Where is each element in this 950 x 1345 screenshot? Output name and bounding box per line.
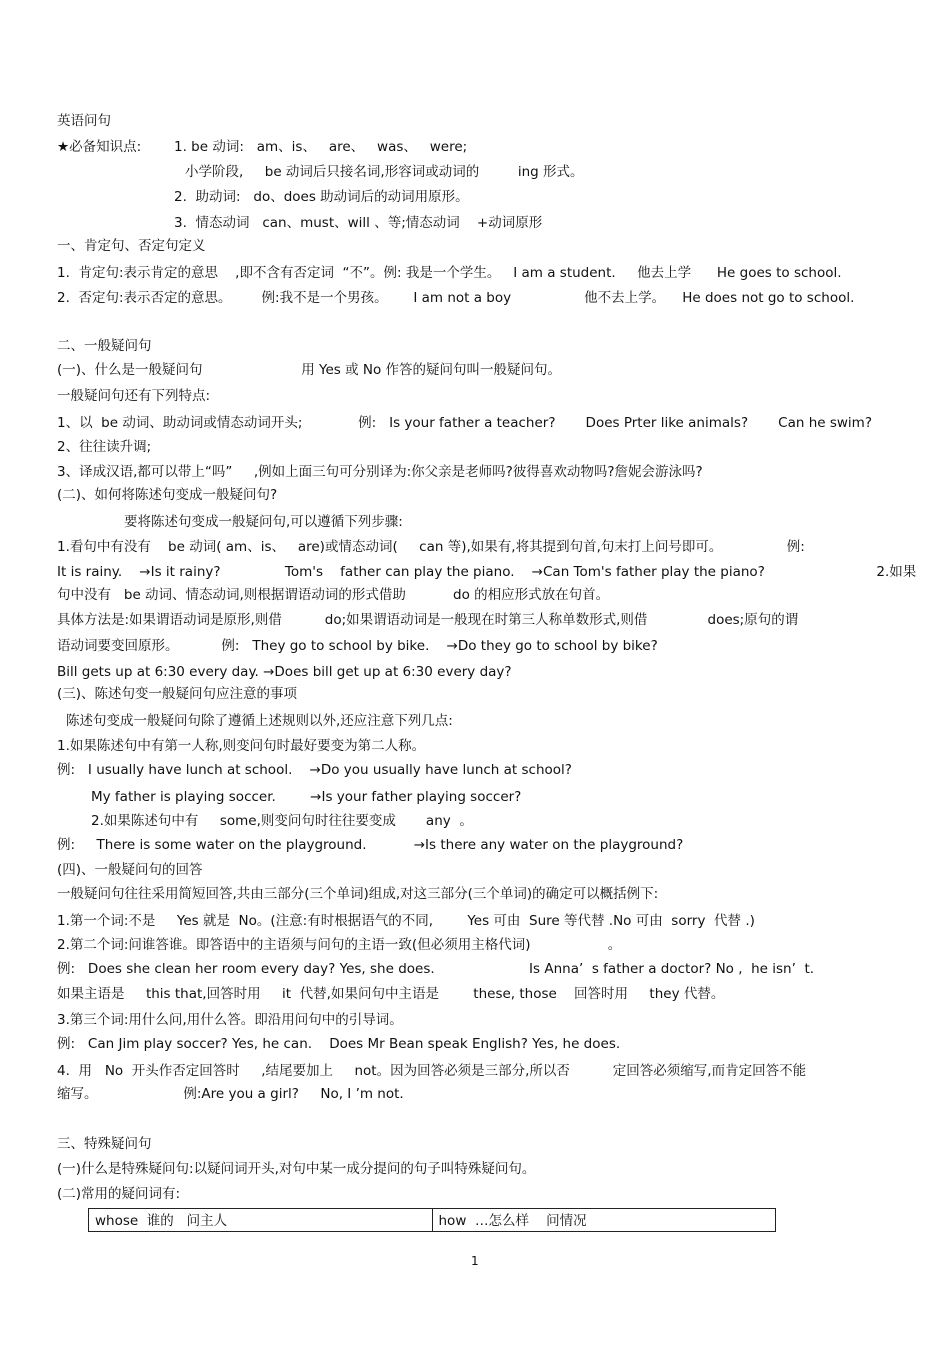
notes-intro: 陈述句变成一般疑问句除了遵循上述规则以外,还应注意下列几点: [66, 713, 453, 729]
knowledge-item-1: 1. be 动词: am、is、 are、 was、 were; [174, 139, 468, 155]
note-1: 1.如果陈述句中有第一人称,则变问句时最好要变为第二人称。 [57, 738, 426, 754]
step-2-b: 具体方法是:如果谓语动词是原形,则借 do;如果谓语动词是一般现在时第三人称单数形式,则借 does;原句的谓 [57, 612, 799, 628]
feature-1: 1、以 be 动词、助动词或情态动词开头; 例: Is your father a teacher? Does Prter like animals? Can he swim? [57, 415, 872, 431]
step-2-c: 语动词要变回原形。 例: They go to school by bike. →Do they go to school by bike? [57, 638, 658, 654]
answer-rule-2: 2.第二个词:问谁答谁。即答语中的主语须与问句的主语一致(但必须用主格代词) 。 [57, 937, 622, 953]
feature-2: 2、往往读升调; [57, 439, 152, 455]
table-cell: how …怎么样 问情况 [432, 1209, 776, 1231]
section-2-sub-3: (三)、陈述句变一般疑问句应注意的事项 [57, 686, 298, 702]
steps-intro: 要将陈述句变成一般疑问句,可以遵循下列步骤: [124, 514, 403, 530]
section-1-heading: 一、肯定句、否定句定义 [57, 238, 206, 254]
step-1-b: It is rainy. →Is it rainy? Tom's father can play the piano. →Can Tom's father play the piano? 2.如果 [57, 564, 917, 580]
section-2-sub-1: (一)、什么是一般疑问句 用 Yes 或 No 作答的疑问句叫一般疑问句。 [57, 362, 562, 378]
step-2-a: 句中没有 be 动词、情态动词,则根据谓语动词的形式借助 do 的相应形式放在句首。 [57, 587, 610, 603]
note-2: 2.如果陈述句中有 some,则变问句时往往要变成 any 。 [91, 813, 473, 829]
page-title: 英语问句 [57, 113, 111, 129]
section-2-sub-2: (二)、如何将陈述句变成一般疑问句? [57, 487, 278, 503]
note-2-example: 例: There is some water on the playground. →Is there any water on the playground? [57, 837, 684, 853]
section-1-line-1: 1. 肯定句:表示肯定的意思 ,即不含有否定词 “不”。例: 我是一个学生。 I am a student. 他去上学 He goes to school. [57, 265, 842, 281]
knowledge-item-1-note: 小学阶段, be 动词后只接名词,形容词或动词的 ing 形式。 [185, 164, 584, 180]
section-3-heading: 三、特殊疑问句 [57, 1136, 152, 1152]
section-3-sub-1: (一)什么是特殊疑问句:以疑问词开头,对句中某一成分提问的句子叫特殊疑问句。 [57, 1161, 536, 1177]
answer-rule-3-example: 例: Can Jim play soccer? Yes, he can. Does Mr Bean speak English? Yes, he does. [57, 1036, 621, 1052]
page-number: 1 [471, 1254, 479, 1268]
answer-rule-2-note: 如果主语是 this that,回答时用 it 代替,如果问句中主语是 these, those 回答时用 they 代替。 [57, 986, 725, 1002]
features-intro: 一般疑问句还有下列特点: [57, 388, 211, 404]
section-2-sub-4: (四)、一般疑问句的回答 [57, 862, 203, 878]
step-2-d: Bill gets up at 6:30 every day. →Does bill get up at 6:30 every day? [57, 664, 512, 680]
answer-rule-1: 1.第一个词:不是 Yes 就是 No。(注意:有时根据语气的不同, Yes 可由 Sure 等代替 .No 可由 sorry 代替 .) [57, 913, 755, 929]
feature-3: 3、译成汉语,都可以带上“吗” ,例如上面三句可分别译为:你父亲是老师吗?彼得喜欢动物吗?詹妮会游泳吗? [57, 464, 703, 480]
note-1-example-2: My father is playing soccer. →Is your father playing soccer? [91, 789, 522, 805]
step-1-a: 1.看句中有没有 be 动词( am、is、 are)或情态动词( can 等),如果有,将其提到句首,句末打上问号即可。 例: [57, 539, 805, 555]
answer-rule-4-a: 4. 用 No 开头作否定回答时 ,结尾要加上 not。因为回答必须是三部分,所以否 定回答必须缩写,而肯定回答不能 [57, 1063, 807, 1079]
section-1-line-2: 2. 否定句:表示否定的意思。 例:我不是一个男孩。 I am not a boy 他不去上学。 He does not go to school. [57, 290, 855, 306]
section-2-heading: 二、一般疑问句 [57, 338, 152, 354]
section-3-sub-2: (二)常用的疑问词有: [57, 1186, 181, 1202]
answer-rule-2-example: 例: Does she clean her room every day? Yes, she does. Is Anna’ s father a doctor? No , he isn’ t. [57, 961, 815, 977]
knowledge-item-2: 2. 助动词: do、does 助动词后的动词用原形。 [174, 189, 469, 205]
answer-intro: 一般疑问句往往采用简短回答,共由三部分(三个单词)组成,对这三部分(三个单词)的确定可以概括例下: [57, 886, 659, 902]
answer-rule-3: 3.第三个词:用什么问,用什么答。即沿用问句中的引导词。 [57, 1012, 403, 1028]
knowledge-label: ★必备知识点: [57, 139, 142, 155]
knowledge-item-3: 3. 情态动词 can、must、will 、等;情态动词 +动词原形 [174, 215, 543, 231]
table-cell: whose 谁的 问主人 [95, 1213, 228, 1229]
note-1-example-1: 例: I usually have lunch at school. →Do you usually have lunch at school? [57, 762, 572, 778]
answer-rule-4-b: 缩写。 例:Are you a girl? No, I ’m not. [57, 1086, 404, 1102]
question-words-table [88, 1208, 776, 1232]
